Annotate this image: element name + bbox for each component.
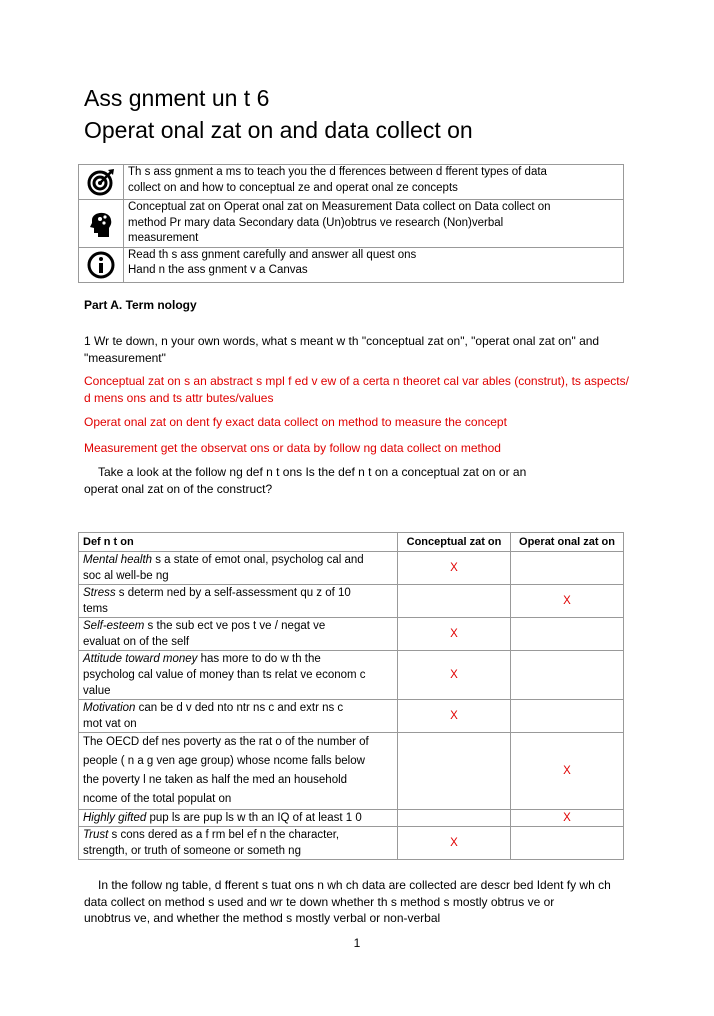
question-2 xyxy=(84,464,629,497)
definition-line: psycholog cal value of money than ts relat ve econom c xyxy=(83,669,366,681)
definitions-table xyxy=(78,532,624,860)
operational-cell xyxy=(511,700,624,733)
keywords-row xyxy=(79,200,624,248)
table-row xyxy=(79,552,624,585)
info-line: collect on and how to conceptual ze and operat onal ze concepts xyxy=(128,181,458,194)
header-conceptualization: Conceptual zat on xyxy=(398,533,511,552)
definition-line: s cons dered as a f rm bel ef n the character, xyxy=(108,829,340,841)
operational-cell xyxy=(511,618,624,651)
page-number: 1 xyxy=(353,936,361,950)
header-operationalization: Operat onal zat on xyxy=(511,533,624,552)
table-row xyxy=(79,618,624,651)
term: Self-esteem xyxy=(83,620,145,632)
operational-mark: X xyxy=(511,733,624,810)
definition-line: tems xyxy=(83,603,108,615)
table-row xyxy=(79,585,624,618)
definition-line: evaluat on of the self xyxy=(83,636,190,648)
answer-operationalization: Operat onal zat on dent fy exact data collect on method to measure the concept xyxy=(84,415,507,429)
definition-line: can be d v ded nto ntr ns c and extr ns c xyxy=(135,702,344,714)
definition-line: people ( n a g ven age group) whose ncome falls below xyxy=(83,755,365,767)
answer-conceptualization: Conceptual zat on s an abstract s mpl f ed v ew of a certa n theoret cal var ables (construt), ts aspects/ d mens ons and ts attr butes/values xyxy=(84,374,629,405)
conceptual-mark: X xyxy=(398,700,511,733)
term: Attitude toward money xyxy=(83,653,198,665)
definition-line: has more to do w th the xyxy=(197,653,321,665)
term: Motivation xyxy=(83,702,136,714)
target-icon xyxy=(79,165,124,200)
definition-line: pup ls are pup ls w th an IQ of at least 1 0 xyxy=(146,812,362,824)
brain-head-icon xyxy=(79,200,124,248)
info-line: Th s ass gnment a ms to teach you the d fferences between d fferent types of data xyxy=(128,166,547,178)
term: Highly gifted xyxy=(83,812,147,824)
question-2-line: operat onal zat on of the construct? xyxy=(84,481,273,496)
info-line: Hand n the ass gnment v a Canvas xyxy=(128,264,308,276)
definition-line: the poverty l ne taken as half the med an household xyxy=(83,774,348,786)
definition-line: The OECD def nes poverty as the rat o of the number of xyxy=(83,736,369,748)
definition-line: strength, or truth of someone or someth ng xyxy=(83,845,301,857)
conceptual-cell xyxy=(398,585,511,618)
term: Trust xyxy=(83,829,109,841)
table-row xyxy=(79,651,624,700)
table-row xyxy=(79,733,624,810)
assignment-title: Ass gnment un t 6 xyxy=(84,85,270,111)
info-line: measurement xyxy=(128,232,199,244)
definition-line: s a state of emot onal, psycholog cal and xyxy=(152,554,364,566)
part-a-heading: Part A. Term nology xyxy=(84,298,197,312)
term: Mental health xyxy=(83,554,153,566)
operational-mark: X xyxy=(511,585,624,618)
question-2-line: Take a look at the follow ng def n t ons Is the def n t on a conceptual zat on or an xyxy=(98,465,527,479)
question-1: 1 Wr te down, n your own words, what s meant w th "conceptual zat on", "operat onal zat on" and "measurement" xyxy=(84,334,600,365)
conceptual-cell xyxy=(398,733,511,810)
definition-line: ncome of the total populat on xyxy=(83,793,232,805)
operational-cell xyxy=(511,651,624,700)
definition-line: s the sub ect ve pos t ve / negat ve xyxy=(144,620,326,632)
conceptual-mark: X xyxy=(398,618,511,651)
table-row xyxy=(79,827,624,860)
definition-line: s determ ned by a self-assessment qu z of 10 xyxy=(115,587,351,599)
assignment-info-table xyxy=(78,164,624,283)
answer-measurement: Measurement get the observat ons or data by follow ng data collect on method xyxy=(84,441,501,455)
table-header-row xyxy=(79,533,624,552)
term: Stress xyxy=(83,587,116,599)
question-3 xyxy=(84,877,629,927)
question-3-line: data collect on method s used and wr te down whether th s method s mostly obtrus ve or xyxy=(84,894,555,909)
info-line: Conceptual zat on Operat onal zat on Measurement Data collect on Data collect on xyxy=(128,201,551,213)
table-row xyxy=(79,810,624,827)
definition-line: mot vat on xyxy=(83,718,137,730)
conceptual-mark: X xyxy=(398,552,511,585)
definition-line: soc al well-be ng xyxy=(83,570,169,582)
assignment-subtitle: Operat onal zat on and data collect on xyxy=(84,117,473,143)
operational-mark: X xyxy=(511,810,624,827)
info-line: Read th s ass gnment carefully and answer all quest ons xyxy=(128,248,417,261)
goal-row xyxy=(79,165,624,200)
definition-line: value xyxy=(83,685,111,697)
info-icon xyxy=(79,247,124,282)
operational-cell xyxy=(511,827,624,860)
table-row xyxy=(79,700,624,733)
conceptual-cell xyxy=(398,810,511,827)
question-3-line: In the follow ng table, d fferent s tuat ons n wh ch data are collected are descr bed Ident fy wh ch xyxy=(98,878,611,892)
conceptual-mark: X xyxy=(398,827,511,860)
conceptual-mark: X xyxy=(398,651,511,700)
operational-cell xyxy=(511,552,624,585)
question-3-line: unobtrus ve, and whether the method s mostly verbal or non-verbal xyxy=(84,911,441,925)
instructions-row xyxy=(79,247,624,282)
header-definition: Def n t on xyxy=(79,533,398,552)
info-line: method Pr mary data Secondary data (Un)obtrus ve research (Non)verbal xyxy=(128,216,504,229)
